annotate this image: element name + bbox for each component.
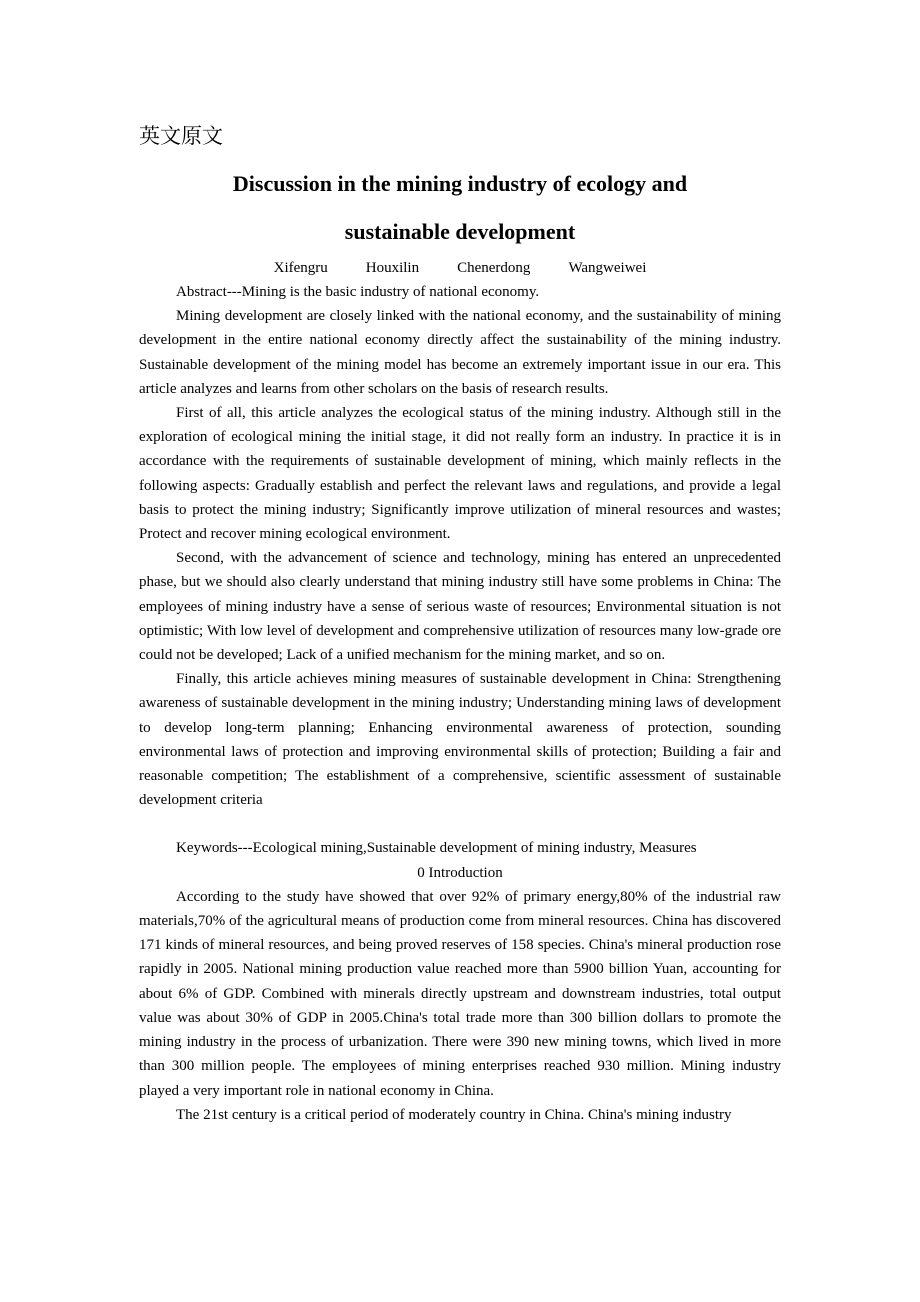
section-label: 英文原文 xyxy=(139,124,223,148)
abstract-intro: Abstract---Mining is the basic industry of national economy. xyxy=(176,284,540,300)
title-line-1: Discussion in the mining industry of ecology and xyxy=(232,171,688,196)
abstract-paragraph: Finally, this article achieves mining measures of sustainable development in China: Strengthening awareness of sustainable development in the mining industry; Understanding mining laws of development to develop long-term planning; Enhancing environmental awareness of protection, sounding environmental laws of protection and improving environmental skills of protection; Building a fair and reasonable competition; The establishment of a comprehensive, scientific assessment of sustainable development criteria xyxy=(139,671,781,809)
abstract-paragraph: Second, with the advancement of science and technology, mining has entered an unprecedented phase, but we should also clearly understand that mining industry still have some problems in China: The employees of mining industry have a sense of serious waste of resources; Environmental situation is not optimistic; With low level of development and comprehensive utilization of resources many low-grade ore could not be developed; Lack of a unified mechanism for the mining market, and so on. xyxy=(139,550,781,664)
author-name: Chenerdong xyxy=(457,260,531,276)
section-heading: 0 Introduction xyxy=(417,864,503,881)
author-name: Wangweiwei xyxy=(568,260,647,276)
author-name: Xifengru xyxy=(273,260,328,276)
keywords-line: Keywords---Ecological mining,Sustainable development of mining industry, Measures xyxy=(176,840,697,857)
body-paragraph: The 21st century is a critical period of moderately country in China. China's mining industry xyxy=(176,1106,732,1123)
abstract-paragraph: Mining development are closely linked with the national economy, and the sustainability of mining development in the entire national economy directly affect the sustainability of the mining industry. Sustainable development of the mining model has become an extremely important issue in our era. This article analyzes and learns from other scholars on the basis of research results. xyxy=(139,308,781,397)
document-page xyxy=(139,118,781,1127)
author-list xyxy=(139,256,781,280)
abstract-paragraph: First of all, this article analyzes the ecological status of the mining industry. Although still in the exploration of ecological mining the initial stage, it did not really form an industry. In practice it is in accordance with the requirements of sustainable development of mining, which mainly reflects in the following aspects: Gradually establish and perfect the relevant laws and regulations, and provide a legal basis to protect the mining industry; Significantly improve utilization of mineral resources and wastes; Protect and recover mining ecological environment. xyxy=(139,405,781,543)
blank-line xyxy=(139,812,781,836)
paper-title xyxy=(139,160,781,256)
author-name: Houxilin xyxy=(365,260,420,276)
title-line-2: sustainable development xyxy=(344,219,576,244)
body-paragraph: According to the study have showed that over 92% of primary energy,80% of the industrial raw materials,70% of the agricultural means of production come from mineral resources. China has discovered 171 kinds of mineral resources, and being proved reserves of 158 species. China's mineral production rose rapidly in 2005. National mining production value reached more than 5900 billion Yuan, accounting for about 6% of GDP. Combined with minerals directly upstream and downstream industries, total output value was about 30% of GDP in 2005.China's total trade more than 300 billion dollars to promote the mining industry in the process of urbanization. There were 390 new mining towns, which lived in more than 300 million people. The employees of mining enterprises reached 930 million. Mining industry played a very important role in national economy in China. xyxy=(139,888,781,1099)
